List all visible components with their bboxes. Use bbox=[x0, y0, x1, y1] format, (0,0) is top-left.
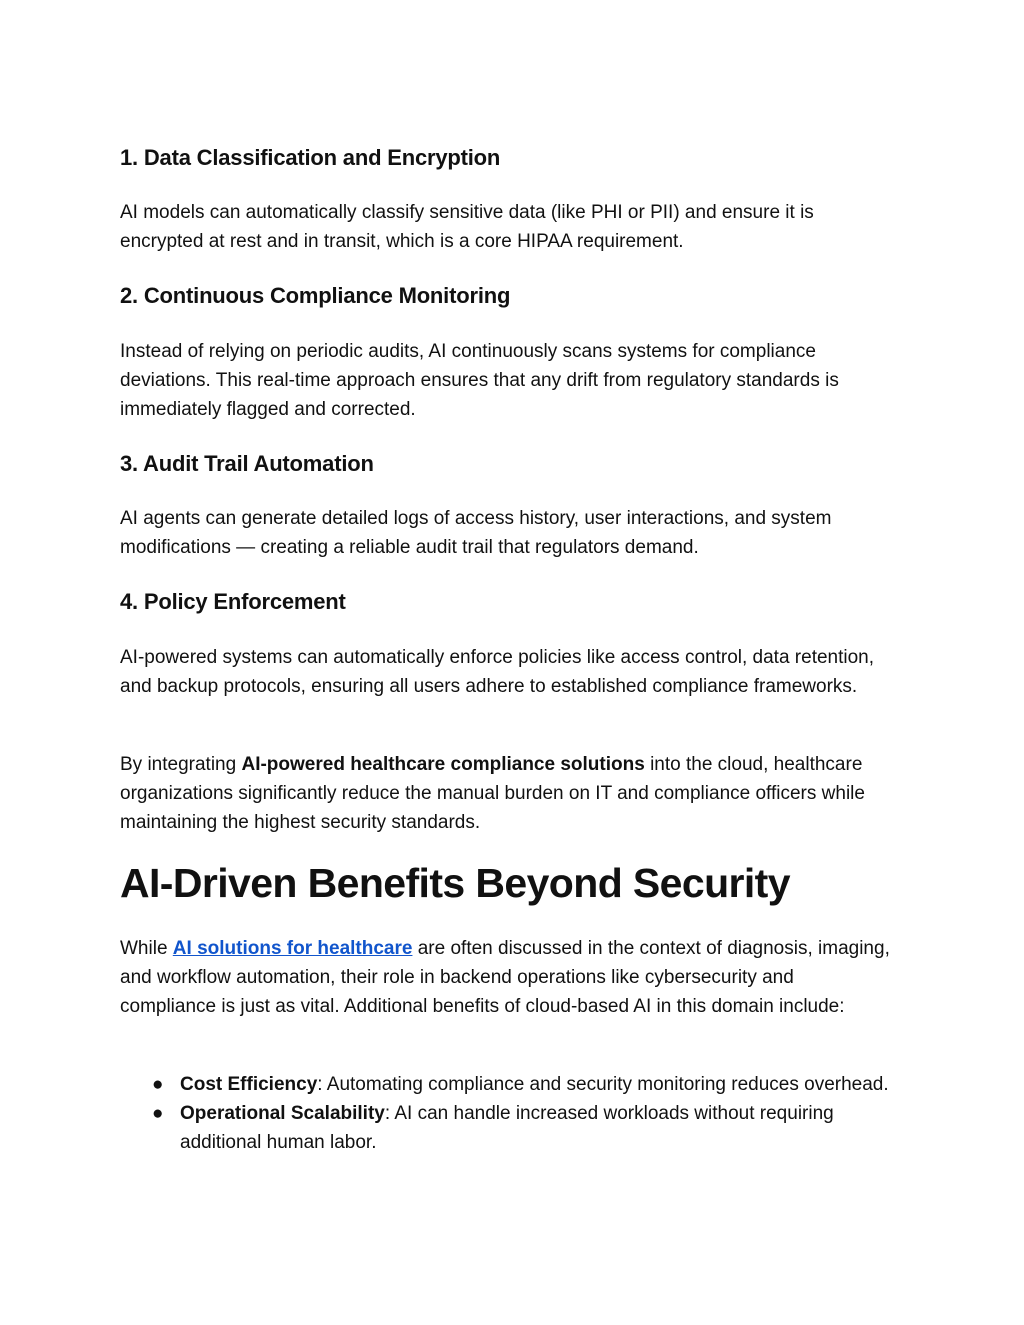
section-heading-compliance-monitoring: 2. Continuous Compliance Monitoring bbox=[120, 283, 511, 308]
benefit-term: Cost Efficiency bbox=[180, 1074, 318, 1095]
list-item bbox=[120, 1099, 900, 1157]
benefits-intro-suffix: are often discussed in the context of diagnosis, imaging, and workflow automation, their role in backend operations like cybersecurity and compliance is just as vital. Additional benefits of cloud-based AI in this domain include: bbox=[120, 938, 890, 1017]
bullet-icon: ● bbox=[152, 1103, 164, 1124]
benefit-desc: : Automating compliance and security monitoring reduces overhead. bbox=[317, 1074, 889, 1095]
integration-prefix: By integrating bbox=[120, 754, 242, 775]
list-item bbox=[120, 1070, 900, 1099]
integration-bold-phrase: AI-powered healthcare compliance solutions bbox=[241, 754, 645, 775]
section-heading-audit-trail: 3. Audit Trail Automation bbox=[120, 451, 374, 476]
integration-paragraph bbox=[120, 750, 890, 837]
benefits-intro-prefix: While bbox=[120, 938, 173, 959]
section-body-policy-enforcement: AI-powered systems can automatically enforce policies like access control, data retention, and backup protocols, ensuring all users adhere to established compliance frameworks. bbox=[120, 647, 875, 697]
benefit-desc: : AI can handle increased workloads without requiring additional human labor. bbox=[180, 1103, 834, 1153]
section-body-compliance-monitoring: Instead of relying on periodic audits, AI continuously scans systems for compliance deviations. This real-time approach ensures that any drift from regulatory standards is immediately flagged and corrected. bbox=[120, 341, 839, 420]
ai-solutions-link[interactable]: AI solutions for healthcare bbox=[172, 938, 413, 959]
benefit-term: Operational Scalability bbox=[180, 1103, 385, 1124]
section-body-audit-trail: AI agents can generate detailed logs of access history, user interactions, and system modifications — creating a reliable audit trail that regulators demand. bbox=[120, 508, 832, 558]
integration-suffix: into the cloud, healthcare organizations significantly reduce the manual burden on IT and compliance officers while maintaining the highest security standards. bbox=[120, 754, 865, 833]
benefits-list bbox=[120, 1070, 900, 1157]
section-heading-policy-enforcement: 4. Policy Enforcement bbox=[120, 589, 346, 614]
bullet-icon: ● bbox=[152, 1074, 164, 1095]
benefits-heading: AI-Driven Benefits Beyond Security bbox=[120, 860, 790, 906]
section-body-data-classification: AI models can automatically classify sensitive data (like PHI or PII) and ensure it is encrypted at rest and in transit, which is a core HIPAA requirement. bbox=[120, 202, 814, 252]
section-heading-data-classification: 1. Data Classification and Encryption bbox=[120, 145, 501, 170]
benefits-intro-paragraph bbox=[120, 934, 890, 1021]
